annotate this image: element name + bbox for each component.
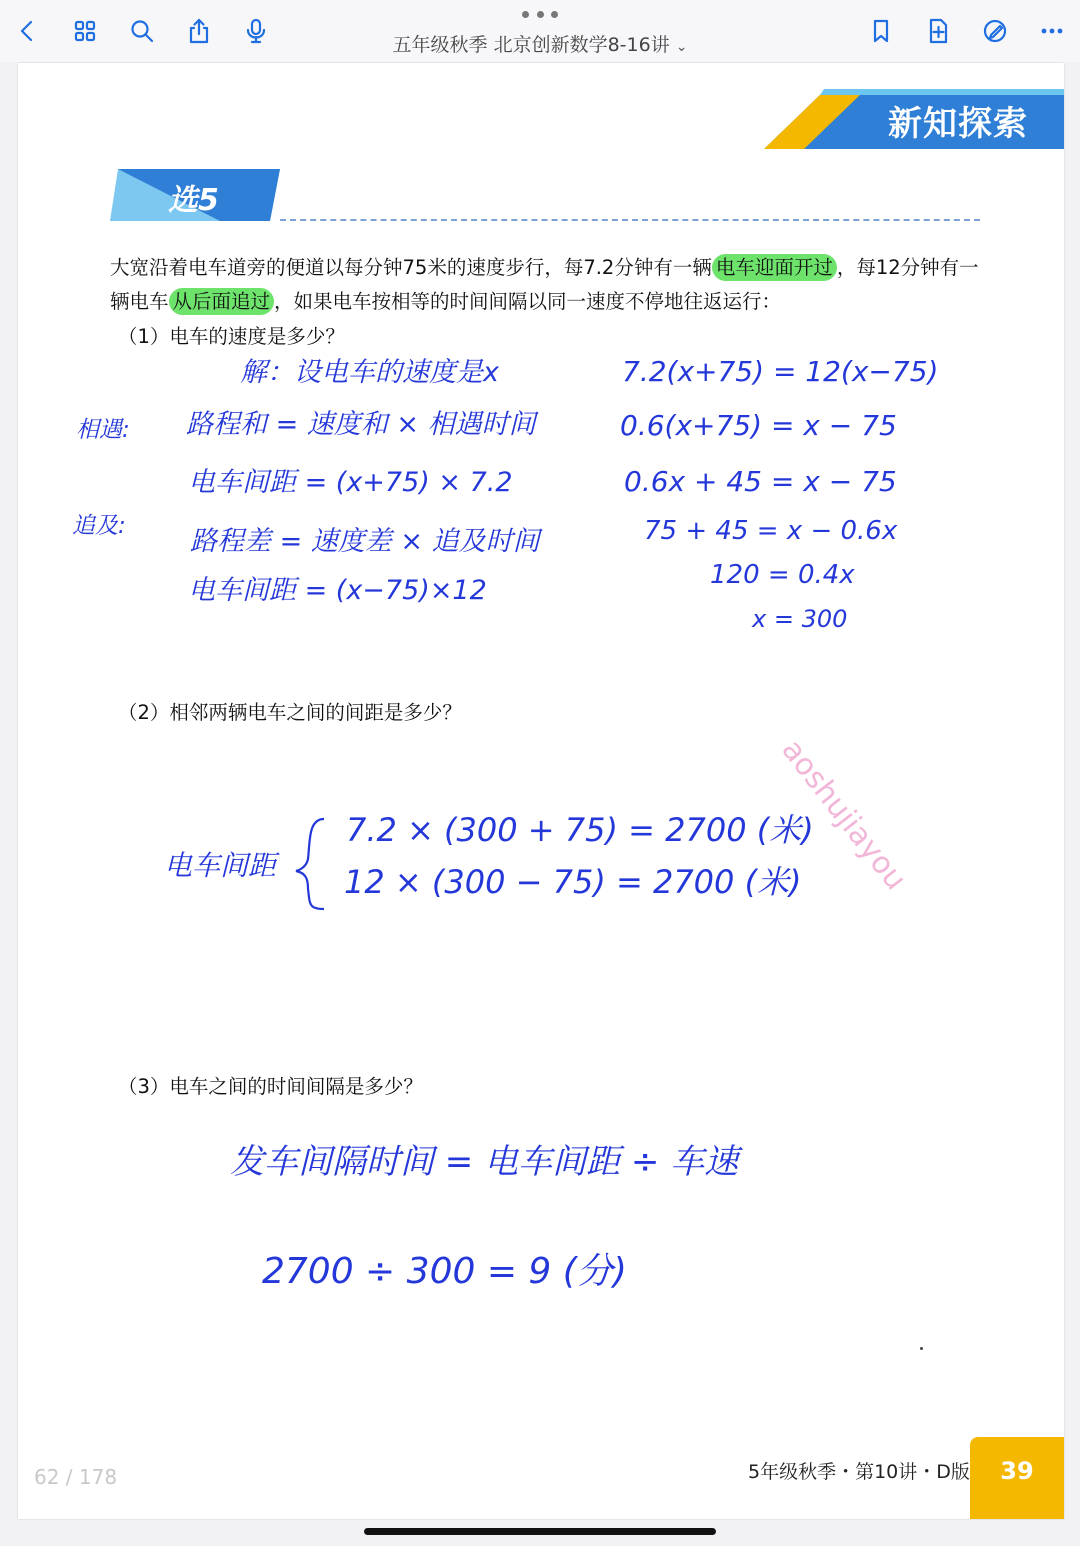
add-page-icon[interactable] bbox=[921, 14, 955, 48]
home-indicator[interactable] bbox=[364, 1528, 716, 1535]
highlight: 电车迎面开过 bbox=[712, 254, 837, 281]
top-toolbar bbox=[0, 0, 1080, 62]
page-number: 39 bbox=[1000, 1457, 1034, 1485]
hw-line: 电车间距 = (x+75) × 7.2 bbox=[188, 467, 513, 498]
hw-line: 路程差 = 速度差 × 追及时间 bbox=[190, 526, 540, 557]
window-handle-dots[interactable] bbox=[522, 6, 558, 22]
hw-line: 解：设电车的速度是x bbox=[240, 357, 499, 388]
pen-icon[interactable] bbox=[978, 14, 1012, 48]
page-footer: 5年级秋季・第10讲・D版 bbox=[748, 1461, 970, 1483]
hw-line: 路程和 = 速度和 × 相遇时间 bbox=[186, 409, 536, 440]
document-title-text: 五年级秋季 北京创新数学8-16讲 bbox=[392, 34, 670, 56]
hw-line: 2700 ÷ 300 = 9 (分) bbox=[262, 1251, 627, 1292]
page-number-badge bbox=[970, 1437, 1064, 1519]
handwritten-answer-1 bbox=[18, 63, 1064, 663]
question-1: （1）电车的速度是多少？ bbox=[118, 325, 345, 348]
hw-line: 7.2 × (300 + 75) = 2700 (米) bbox=[346, 811, 814, 849]
banner-title: 新知探索 bbox=[888, 104, 1028, 144]
hw-label: 电车间距 bbox=[164, 849, 277, 882]
bookmark-icon[interactable] bbox=[864, 14, 898, 48]
search-icon[interactable] bbox=[125, 14, 159, 48]
question-3: （3）电车之间的时间间隔是多少？ bbox=[118, 1075, 423, 1098]
problem-text: 大宽沿着电车道旁的便道以每分钟75米的速度步行，每7.2分钟有一辆 bbox=[110, 256, 712, 279]
problem-tag-label: 选5 bbox=[168, 183, 219, 218]
page-counter: 62 / 178 bbox=[34, 1465, 118, 1489]
hw-line: 0.6x + 45 = x − 75 bbox=[624, 465, 897, 498]
hw-label: 追及: bbox=[72, 513, 126, 539]
hw-line: 0.6(x+75) = x − 75 bbox=[620, 409, 897, 442]
share-icon[interactable] bbox=[182, 14, 216, 48]
watermark: aoshujiayou bbox=[774, 733, 914, 897]
hw-label: 相遇: bbox=[76, 417, 130, 443]
hw-line: 7.2(x+75) = 12(x−75) bbox=[622, 355, 939, 388]
hw-line: 75 + 45 = x − 0.6x bbox=[644, 516, 898, 546]
grid-icon[interactable] bbox=[68, 14, 102, 48]
chevron-down-icon: ⌄ bbox=[675, 39, 688, 55]
back-icon[interactable] bbox=[10, 14, 44, 48]
hw-line: 电车间距 = (x−75)×12 bbox=[188, 575, 487, 606]
hw-line: 120 = 0.4x bbox=[710, 560, 855, 590]
handwritten-answer-3 bbox=[18, 1103, 1064, 1343]
hw-line: x = 300 bbox=[752, 605, 848, 633]
handwritten-answer-2 bbox=[18, 763, 1064, 963]
question-2: （2）相邻两辆电车之间的间距是多少？ bbox=[118, 701, 462, 724]
problem-text: ，每12分钟有一辆电车 bbox=[110, 256, 979, 313]
mic-icon[interactable] bbox=[239, 14, 273, 48]
hw-line: 发车间隔时间 = 电车间距 ÷ 车速 bbox=[230, 1142, 739, 1182]
hw-line: 12 × (300 − 75) = 2700 (米) bbox=[344, 863, 802, 901]
document-title[interactable] bbox=[340, 30, 740, 57]
document-page[interactable] bbox=[18, 63, 1064, 1519]
more-icon[interactable] bbox=[1035, 14, 1069, 48]
speck bbox=[920, 1347, 923, 1350]
highlight: 从后面追过 bbox=[169, 288, 275, 315]
brace bbox=[296, 819, 324, 909]
problem-text: ，如果电车按相等的时间间隔以同一速度不停地往返运行： bbox=[274, 290, 782, 313]
